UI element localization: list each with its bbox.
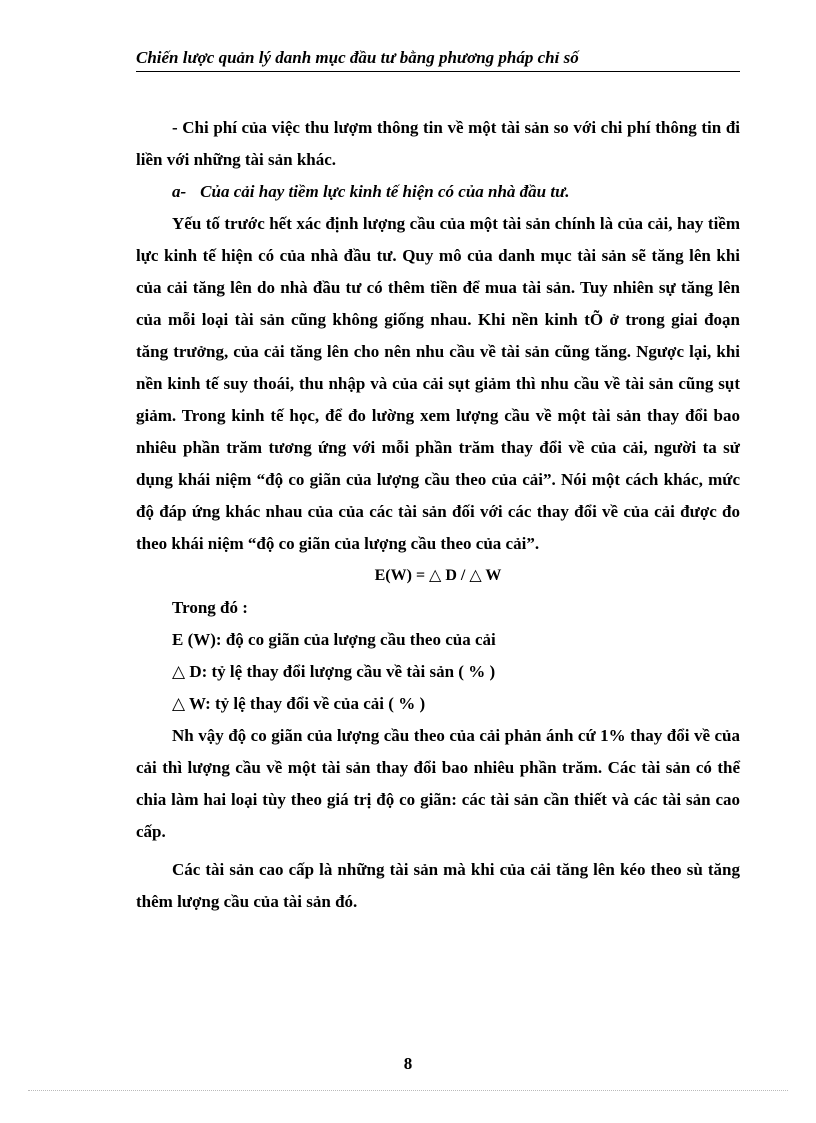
definition-ew: E (W): độ co giãn của lượng cầu theo của cải	[172, 630, 496, 649]
document-body	[136, 112, 740, 918]
section-title: Của cải hay tiềm lực kinh tế hiện có của nhà đầu tư.	[200, 182, 570, 201]
page-number: 8	[403, 1054, 413, 1073]
paragraph-luxury: Các tài sản cao cấp là những tài sản mà khi của cải tăng lên kéo theo sù tăng thêm lượng cầu của tài sản đó.	[136, 860, 740, 911]
section-heading	[136, 176, 740, 208]
definition-dd: △ D: tỷ lệ thay đổi lượng cầu về tài sản ( % )	[172, 662, 496, 681]
formula: E(W) = △ D / △ W	[374, 567, 502, 584]
paragraph-elasticity: Nh vậy độ co giãn của lượng cầu theo của cải phản ánh cứ 1% thay đổi về của cải thì lượng cầu về một tài sản thay đổi bao nhiêu phần trăm. Các tài sản có thể chia làm hai loại tùy theo giá trị độ co giãn: các tài sản cần thiết và các tài sản cao cấp.	[136, 726, 740, 841]
section-letter: a-	[172, 182, 187, 201]
footer-divider	[28, 1090, 788, 1091]
where-label: Trong đó :	[172, 598, 248, 617]
paragraph-wealth: Yếu tố trước hết xác định lượng cầu của một tài sản chính là của cải, hay tiềm lực kinh tế hiện có của nhà đầu tư. Quy mô của danh mục tài sản sẽ tăng lên khi của cải tăng lên do nhà đầu tư có thêm tiền để mua tài sản. Tuy nhiên sự tăng lên của mỗi loại tài sản cũng không giống nhau. Khi nền kinh tÕ ở trong giai đoạn tăng trưởng, của cải tăng lên cho nên nhu cầu về tài sản cũng tăng. Ngược lại, khi nền kinh tế suy thoái, thu nhập và của cải sụt giảm thì nhu cầu về tài sản cũng sụt giảm. Trong kinh tế học, để đo lường xem lượng cầu về một tài sản thay đổi bao nhiêu phần trăm tương ứng với mỗi phần trăm thay đổi về của cải, người ta sử dụng khái niệm “độ co giãn của lượng cầu theo của cải”. Nói một cách khác, mức độ đáp ứng khác nhau của của các tài sản đối với các thay đổi về của cải được đo theo khái niệm “độ co giãn của lượng cầu theo của cải”.	[136, 214, 740, 553]
definition-dw: △ W: tỷ lệ thay đổi về của cải ( % )	[172, 694, 426, 713]
paragraph-info-cost: - Chi phí của việc thu lượm thông tin về một tài sản so với chi phí thông tin đi liền với những tài sản khác.	[136, 118, 740, 169]
page-header: Chiến lược quản lý danh mục đầu tư bằng phương pháp chỉ số	[136, 48, 740, 72]
